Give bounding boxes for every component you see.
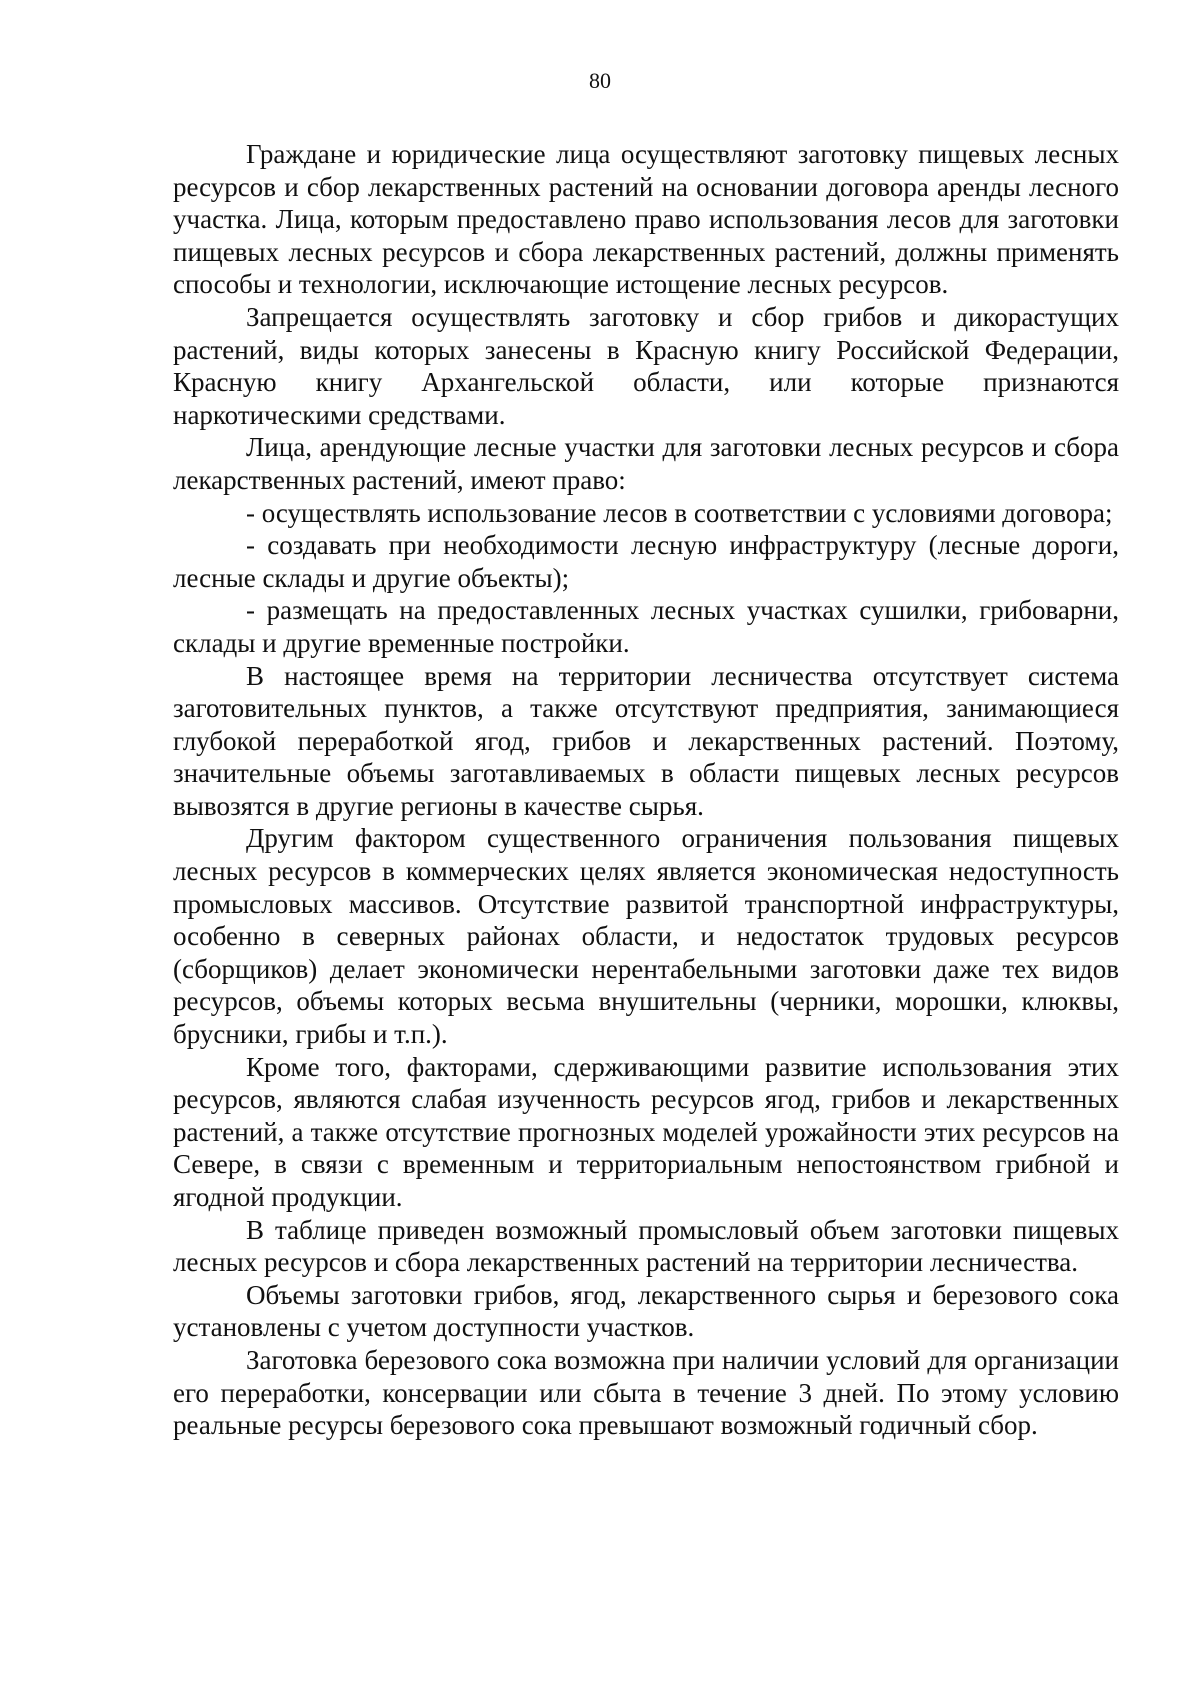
- paragraph-birch-sap: Заготовка березового сока возможна при наличии условий для организации его переработки, консервации или сбыта в течение 3 дней. По этому условию реальные ресурсы березового сока превышают возможный годичный сбор.: [173, 1344, 1119, 1441]
- document-body: [173, 138, 1119, 1442]
- list-item-temporary-buildings: - размещать на предоставленных лесных участках сушилки, грибоварни, склады и другие временные постройки.: [173, 595, 1119, 658]
- paragraph-volumes: Объемы заготовки грибов, ягод, лекарственного сырья и березового сока установлены с учетом доступности участков.: [173, 1279, 1119, 1343]
- paragraph-prohibition: Запрещается осуществлять заготовку и сбор грибов и дикорастущих растений, виды которых занесены в Красную книгу Российской Федерации, Красную книгу Архангельской области, или которые признаются наркотическими средствами.: [173, 301, 1119, 430]
- paragraph-limiting-factor: Другим фактором существенного ограничения пользования пищевых лесных ресурсов в коммерческих целях является экономическая недоступность промысловых массивов. Отсутствие развитой транспортной инфраструктуры, особенно в северных районах области, и недостаток трудовых ресурсов (сборщиков) делает экономически нерентабельными заготовки даже тех видов ресурсов, объемы которых весьма внушительны (черники, морошки, клюквы, брусники, грибы и т.п.).: [173, 823, 1119, 1050]
- page-number: 80: [589, 68, 611, 93]
- paragraph-current-state: В настоящее время на территории лесничества отсутствует система заготовительных пунктов, а также отсутствуют предприятия, занимающиеся глубокой переработкой ягод, грибов и лекарственных растений. Поэтому, значительные объемы заготавливаемых в области пищевых лесных ресурсов вывозятся в другие регионы в качестве сырья.: [173, 660, 1119, 821]
- list-item-forest-use: - осуществлять использование лесов в соответствии с условиями договора;: [246, 497, 1113, 528]
- paragraph-lessee-rights-intro: Лица, арендующие лесные участки для заготовки лесных ресурсов и сбора лекарственных растений, имеют право:: [173, 432, 1119, 495]
- paragraph-restraining-factors: Кроме того, факторами, сдерживающими развитие использования этих ресурсов, являются слабая изученность ресурсов ягод, грибов и лекарственных растений, а также отсутствие прогнозных моделей урожайности этих ресурсов на Севере, в связи с временным и территориальным непостоянством грибной и ягодной продукции.: [173, 1051, 1119, 1212]
- paragraph-table-reference: В таблице приведен возможный промысловый объем заготовки пищевых лесных ресурсов и сбора лекарственных растений на территории лесничества.: [173, 1214, 1119, 1278]
- paragraph-harvesting-basis: Граждане и юридические лица осуществляют заготовку пищевых лесных ресурсов и сбор лекарственных растений на основании договора аренды лесного участка. Лица, которым предоставлено право использования лесов для заготовки пищевых лесных ресурсов и сбора лекарственных растений, должны применять способы и технологии, исключающие истощение лесных ресурсов.: [173, 139, 1119, 300]
- list-item-infrastructure: - создавать при необходимости лесную инфраструктуру (лесные дороги, лесные склады и другие объекты);: [173, 530, 1119, 593]
